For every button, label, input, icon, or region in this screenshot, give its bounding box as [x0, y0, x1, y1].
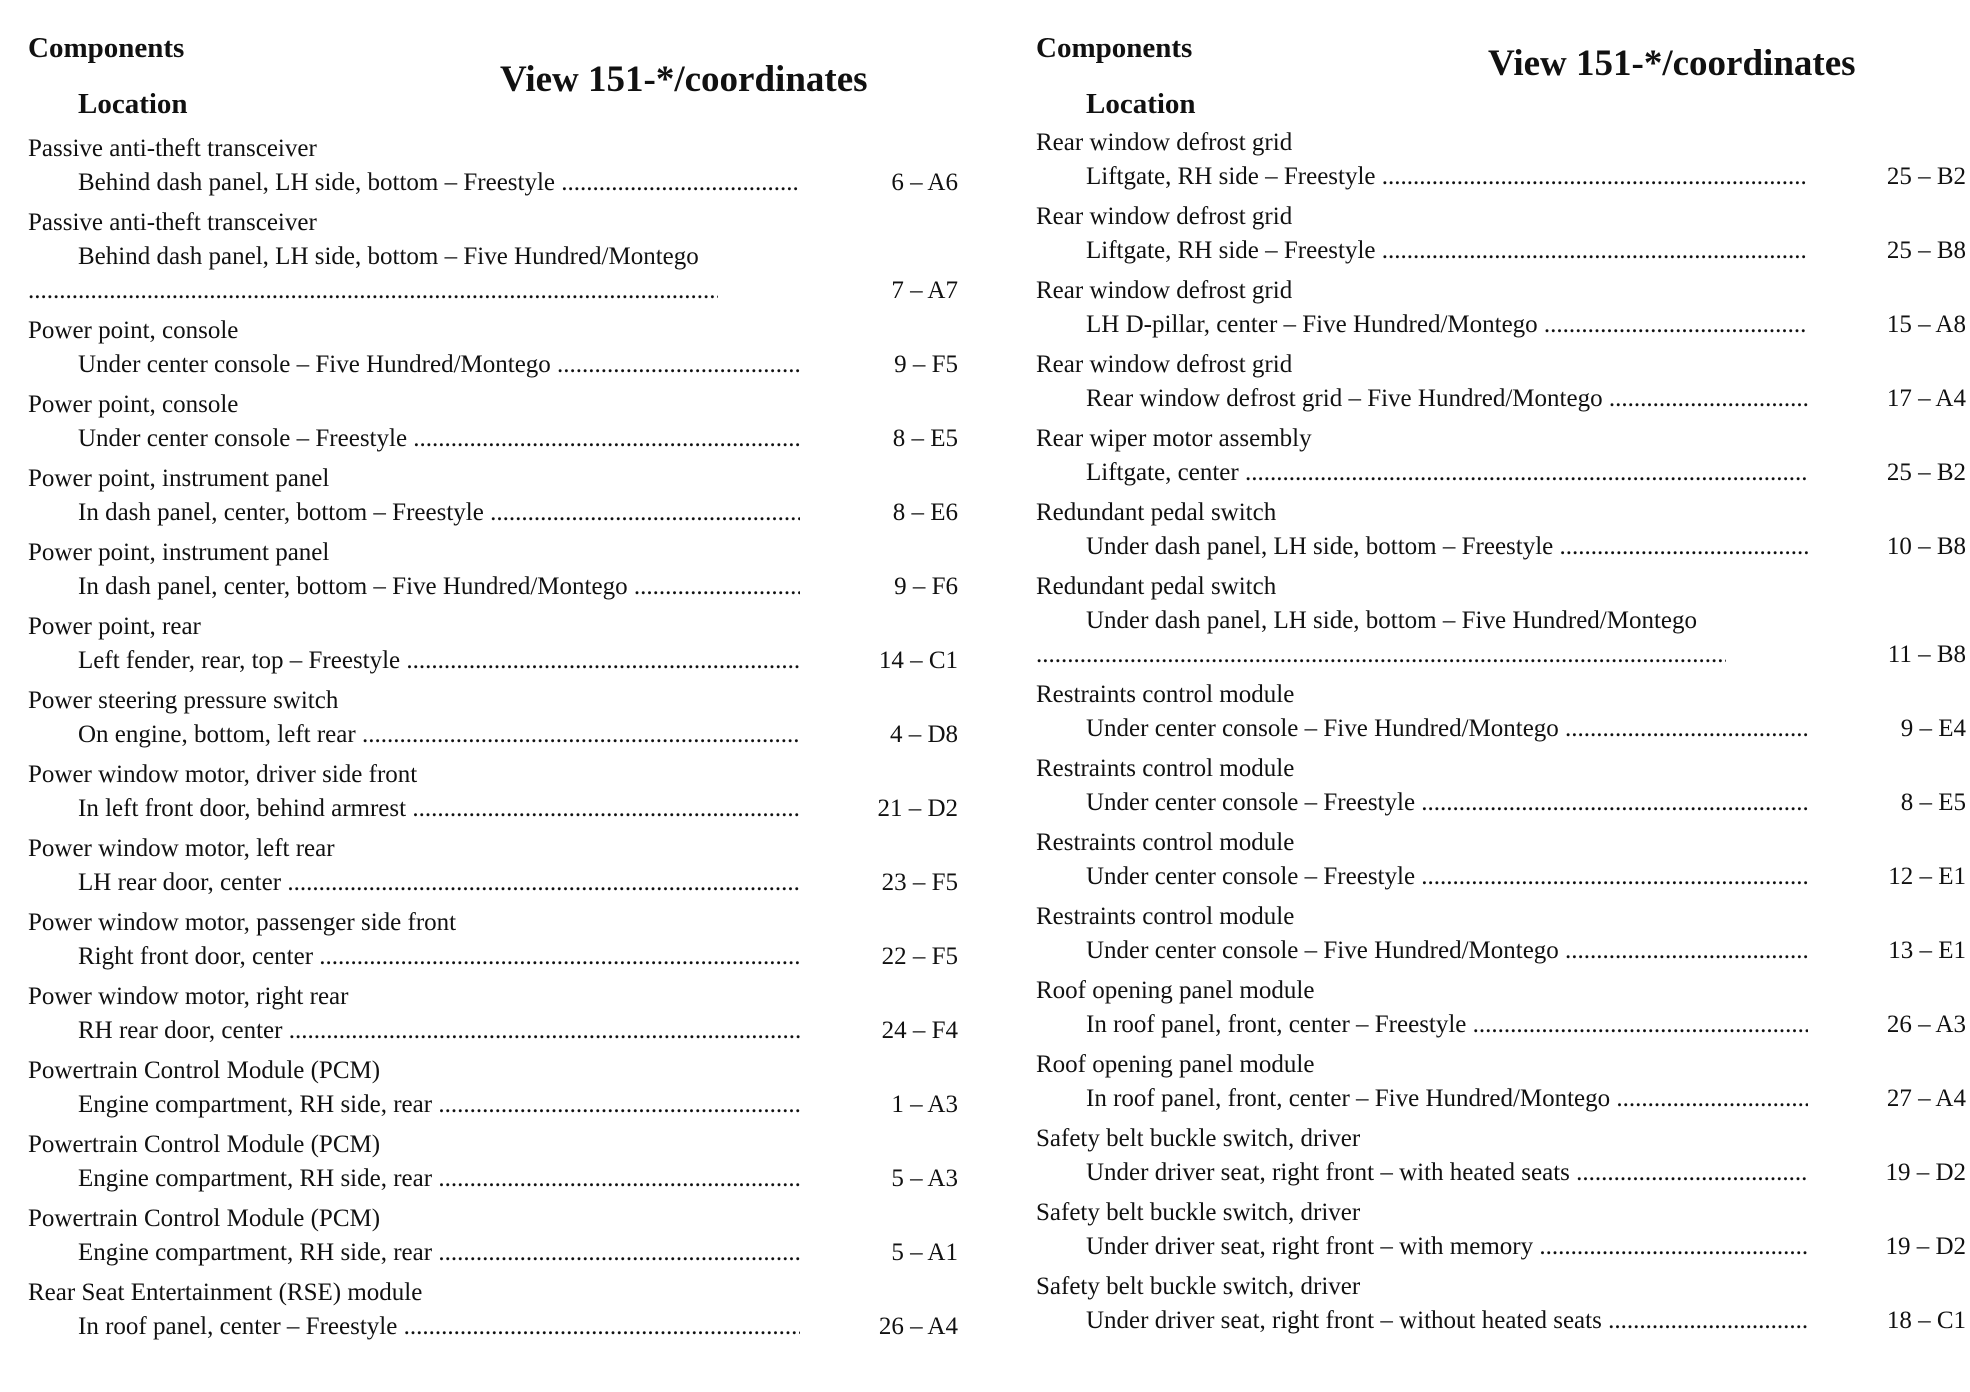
coordinate: 7 – A7: [891, 277, 958, 304]
location-row: [1036, 1008, 1966, 1042]
location-row: [28, 1014, 958, 1048]
location-row: [1036, 786, 1966, 820]
coordinate: 26 – A4: [878, 1313, 958, 1340]
location-text: Under dash panel, LH side, bottom – Five Hundred/Montego: [1086, 607, 1698, 634]
location-text: Under center console – Five Hundred/Montego .....: [78, 348, 800, 382]
location-row: [1036, 382, 1966, 416]
location-text: Under driver seat, right front – without heated seats .....: [1086, 1304, 1808, 1338]
list-item: [1036, 126, 1966, 194]
leader-row: [28, 274, 958, 308]
location-heading: Location: [78, 88, 188, 120]
leader-dots: [28, 274, 718, 308]
leader-row: [1036, 638, 1966, 672]
coordinate: 14 – C1: [878, 647, 958, 674]
list-item: [28, 1276, 958, 1344]
component-name: Rear window defrost grid: [1036, 351, 1293, 378]
location-row: [1036, 1230, 1966, 1264]
location-row: [1036, 234, 1966, 268]
location-row: [28, 496, 958, 530]
leader-dots: [1036, 638, 1726, 672]
component-name: Powertrain Control Module (PCM): [28, 1057, 381, 1084]
component-name: Power point, instrument panel: [28, 539, 330, 566]
list-item: [28, 906, 958, 974]
list-item: [1036, 422, 1966, 490]
list-item: [28, 684, 958, 752]
location-row: [28, 644, 958, 678]
coordinate: 5 – A1: [891, 1239, 958, 1266]
location-text: Under center console – Five Hundred/Montego .....: [1086, 712, 1808, 746]
list-item: [28, 314, 958, 382]
coordinate: 22 – F5: [881, 943, 958, 970]
location-text: In roof panel, front, center – Five Hundred/Montego .....: [1086, 1082, 1808, 1116]
location-text: Under driver seat, right front – with heated seats .....: [1086, 1156, 1808, 1190]
list-item: [1036, 1048, 1966, 1116]
location-text: Liftgate, RH side – Freestyle .....: [1086, 160, 1808, 194]
component-list: [28, 132, 958, 1350]
location-text: RH rear door, center .....: [78, 1014, 800, 1048]
list-item: [28, 536, 958, 604]
location-text: Under center console – Five Hundred/Montego .....: [1086, 934, 1808, 968]
location-row: [1036, 1156, 1966, 1190]
coordinate: 8 – E6: [892, 499, 958, 526]
location-row: [1036, 712, 1966, 746]
component-name: Rear wiper motor assembly: [1036, 425, 1312, 452]
location-text: In dash panel, center, bottom – Five Hundred/Montego .....: [78, 570, 800, 604]
component-name: Power window motor, right rear: [28, 983, 349, 1010]
component-name: Power window motor, passenger side front: [28, 909, 457, 936]
location-row: [28, 792, 958, 826]
list-item: [1036, 570, 1966, 672]
location-text: Behind dash panel, LH side, bottom – Five Hundred/Montego: [78, 243, 699, 270]
component-name: Power window motor, left rear: [28, 835, 335, 862]
coordinate: 25 – B2: [1886, 459, 1966, 486]
coordinate: 23 – F5: [881, 869, 958, 896]
location-text: Right front door, center .....: [78, 940, 800, 974]
components-heading: Components: [1036, 32, 1193, 64]
component-name: Power point, rear: [28, 613, 201, 640]
list-item: [1036, 1196, 1966, 1264]
location-row: [1036, 1304, 1966, 1338]
list-item: [28, 758, 958, 826]
location-text: Liftgate, center .....: [1086, 456, 1808, 490]
location-text: In roof panel, front, center – Freestyle .....: [1086, 1008, 1808, 1042]
location-text: Engine compartment, RH side, rear .....: [78, 1088, 800, 1122]
coordinate: 5 – A3: [891, 1165, 958, 1192]
component-name: Rear window defrost grid: [1036, 203, 1293, 230]
location-row: [28, 422, 958, 456]
list-item: [28, 388, 958, 456]
component-name: Safety belt buckle switch, driver: [1036, 1199, 1361, 1226]
component-name: Passive anti-theft transceiver: [28, 209, 317, 236]
list-item: [28, 610, 958, 678]
coordinate: 13 – E1: [1888, 937, 1966, 964]
location-row: [28, 718, 958, 752]
component-name: Redundant pedal switch: [1036, 573, 1277, 600]
coordinate: 25 – B2: [1886, 163, 1966, 190]
list-item: [1036, 752, 1966, 820]
location-text: Engine compartment, RH side, rear .....: [78, 1236, 800, 1270]
component-name: Restraints control module: [1036, 829, 1295, 856]
list-item: [1036, 496, 1966, 564]
component-name: Powertrain Control Module (PCM): [28, 1205, 381, 1232]
location-text: LH D-pillar, center – Five Hundred/Montego .....: [1086, 308, 1808, 342]
component-name: Restraints control module: [1036, 681, 1295, 708]
left-page: [28, 0, 988, 1392]
location-row: [28, 348, 958, 382]
component-name: Power steering pressure switch: [28, 687, 339, 714]
location-text: Behind dash panel, LH side, bottom – Freestyle .....: [78, 166, 800, 200]
component-name: Safety belt buckle switch, driver: [1036, 1273, 1361, 1300]
coordinate: 12 – E1: [1888, 863, 1966, 890]
list-item: [1036, 1270, 1966, 1338]
location-text: Engine compartment, RH side, rear .....: [78, 1162, 800, 1196]
list-item: [1036, 678, 1966, 746]
list-item: [1036, 900, 1966, 968]
location-row: [28, 1088, 958, 1122]
location-text: Liftgate, RH side – Freestyle .....: [1086, 234, 1808, 268]
coordinate: 1 – A3: [891, 1091, 958, 1118]
location-row: [28, 1162, 958, 1196]
list-item: [1036, 826, 1966, 894]
location-row: [1036, 934, 1966, 968]
location-text: Left fender, rear, top – Freestyle .....: [78, 644, 800, 678]
location-row: [1036, 1082, 1966, 1116]
component-name: Powertrain Control Module (PCM): [28, 1131, 381, 1158]
location-row: [1036, 308, 1966, 342]
list-item: [28, 980, 958, 1048]
coordinate: 26 – A3: [1886, 1011, 1966, 1038]
list-item: [1036, 348, 1966, 416]
location-row: [28, 866, 958, 900]
component-name: Restraints control module: [1036, 903, 1295, 930]
view-coordinates-heading: View 151-*/coordinates: [500, 59, 868, 100]
location-row: [1036, 530, 1966, 564]
location-text: LH rear door, center .....: [78, 866, 800, 900]
component-name: Restraints control module: [1036, 755, 1295, 782]
list-item: [28, 832, 958, 900]
component-name: Rear window defrost grid: [1036, 277, 1293, 304]
location-row: [1036, 604, 1966, 638]
right-page: [1036, 0, 1970, 1392]
location-row: [1036, 456, 1966, 490]
list-item: [1036, 1122, 1966, 1190]
location-text: Under center console – Freestyle .....: [78, 422, 800, 456]
location-text: On engine, bottom, left rear .....: [78, 718, 800, 752]
location-row: [28, 166, 958, 200]
coordinate: 8 – E5: [892, 425, 958, 452]
component-name: Roof opening panel module: [1036, 1051, 1315, 1078]
list-item: [1036, 274, 1966, 342]
location-row: [28, 940, 958, 974]
list-item: [28, 132, 958, 200]
component-name: Redundant pedal switch: [1036, 499, 1277, 526]
location-text: In roof panel, center – Freestyle .....: [78, 1310, 800, 1344]
location-row: [28, 1236, 958, 1270]
location-text: Under dash panel, LH side, bottom – Freestyle .....: [1086, 530, 1808, 564]
list-item: [28, 206, 958, 308]
coordinate: 18 – C1: [1886, 1307, 1966, 1334]
location-text: In left front door, behind armrest .....: [78, 792, 800, 826]
location-text: Under driver seat, right front – with memory .....: [1086, 1230, 1808, 1264]
location-row: [1036, 860, 1966, 894]
coordinate: 27 – A4: [1886, 1085, 1966, 1112]
coordinate: 19 – D2: [1885, 1233, 1966, 1260]
location-row: [28, 240, 958, 274]
coordinate: 9 – F6: [894, 573, 958, 600]
view-coordinates-heading: View 151-*/coordinates: [1488, 43, 1856, 84]
location-text: Under center console – Freestyle .....: [1086, 860, 1808, 894]
coordinate: 17 – A4: [1886, 385, 1966, 412]
coordinate: 24 – F4: [881, 1017, 958, 1044]
list-item: [1036, 200, 1966, 268]
list-item: [28, 462, 958, 530]
coordinate: 4 – D8: [889, 721, 958, 748]
list-item: [28, 1054, 958, 1122]
component-name: Roof opening panel module: [1036, 977, 1315, 1004]
location-row: [28, 570, 958, 604]
location-heading: Location: [1086, 88, 1196, 120]
coordinate: 9 – E4: [1900, 715, 1966, 742]
component-name: Power point, instrument panel: [28, 465, 330, 492]
coordinate: 11 – B8: [1887, 641, 1966, 668]
component-name: Passive anti-theft transceiver: [28, 135, 317, 162]
coordinate: 25 – B8: [1886, 237, 1966, 264]
component-name: Power point, console: [28, 317, 239, 344]
list-item: [28, 1128, 958, 1196]
component-name: Rear window defrost grid: [1036, 129, 1293, 156]
component-name: Safety belt buckle switch, driver: [1036, 1125, 1361, 1152]
location-row: [1036, 160, 1966, 194]
coordinate: 6 – A6: [891, 169, 958, 196]
location-text: In dash panel, center, bottom – Freestyle .....: [78, 496, 800, 530]
component-name: Power window motor, driver side front: [28, 761, 418, 788]
location-text: Under center console – Freestyle .....: [1086, 786, 1808, 820]
coordinate: 21 – D2: [877, 795, 958, 822]
list-item: [1036, 974, 1966, 1042]
location-text: Rear window defrost grid – Five Hundred/Montego .....: [1086, 382, 1808, 416]
coordinate: 9 – F5: [894, 351, 958, 378]
coordinate: 19 – D2: [1885, 1159, 1966, 1186]
list-item: [28, 1202, 958, 1270]
location-row: [28, 1310, 958, 1344]
component-list: [1036, 126, 1966, 1344]
coordinate: 10 – B8: [1886, 533, 1966, 560]
components-heading: Components: [28, 32, 185, 64]
component-name: Rear Seat Entertainment (RSE) module: [28, 1279, 423, 1306]
component-name: Power point, console: [28, 391, 239, 418]
coordinate: 15 – A8: [1886, 311, 1966, 338]
coordinate: 8 – E5: [1900, 789, 1966, 816]
